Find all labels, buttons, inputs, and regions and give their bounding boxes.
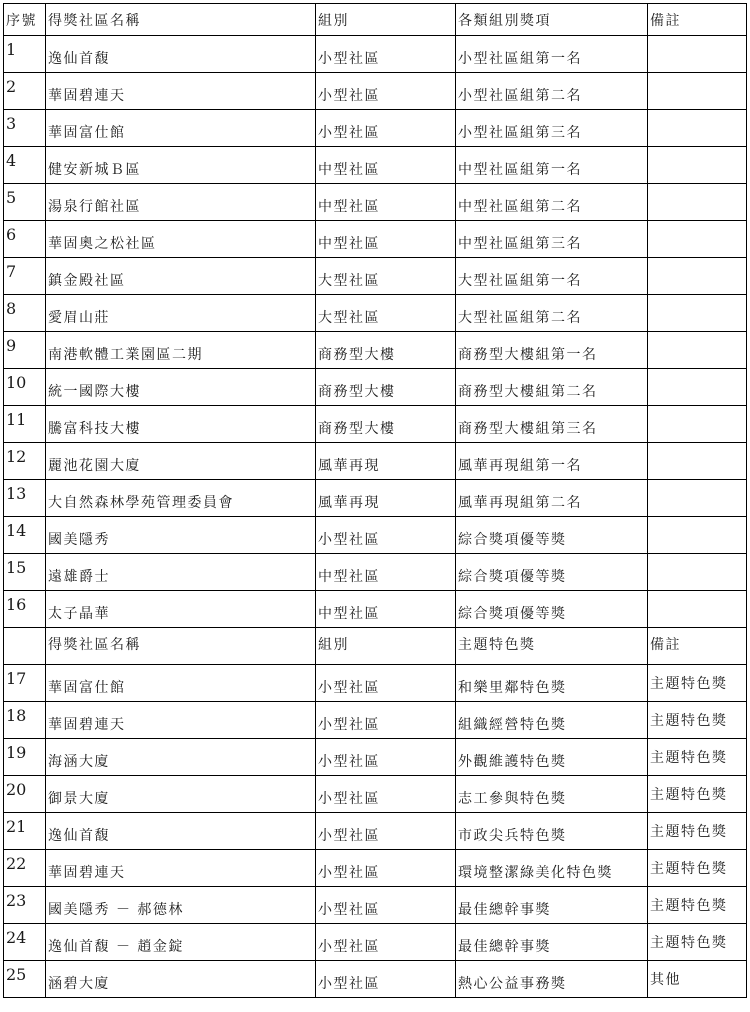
row-group	[316, 221, 456, 258]
row-award-text: 小型社區組第二名	[458, 88, 582, 104]
header-name: 得獎社區名稱	[46, 4, 316, 36]
row-group-text: 中型社區	[318, 569, 380, 585]
row-seq-text: 4	[6, 151, 17, 170]
table-row	[4, 961, 747, 998]
row-note	[648, 887, 747, 924]
row-note	[648, 813, 747, 850]
row-award-text: 小型社區組第三名	[458, 125, 582, 141]
row-note-text	[650, 221, 744, 229]
row-seq-text: 25	[6, 965, 27, 984]
row-note	[648, 591, 747, 628]
row-note	[648, 221, 747, 258]
subheader-seq-text	[6, 628, 43, 634]
row-seq	[4, 776, 46, 813]
row-name	[46, 443, 316, 480]
row-note-text: 主題特色獎	[650, 935, 728, 951]
row-note	[648, 332, 747, 369]
row-award	[456, 184, 648, 221]
row-group-text: 小型社區	[318, 754, 380, 770]
table-row	[4, 480, 747, 517]
row-group	[316, 591, 456, 628]
subheader-group	[316, 628, 456, 665]
row-name-text: 海涵大廈	[48, 754, 110, 770]
row-name-text: 騰富科技大樓	[48, 421, 141, 437]
row-note-text: 主題特色獎	[650, 787, 728, 803]
row-group-text: 商務型大樓	[318, 347, 396, 363]
row-seq-text: 14	[6, 521, 27, 540]
row-award-text: 商務型大樓組第三名	[458, 421, 598, 437]
row-group	[316, 36, 456, 73]
row-name-text: 國美隱秀	[48, 532, 110, 548]
row-note	[648, 924, 747, 961]
row-seq-text: 1	[6, 40, 17, 59]
table-row	[4, 813, 747, 850]
awards-table	[3, 3, 747, 998]
subheader-note	[648, 628, 747, 665]
row-seq	[4, 887, 46, 924]
awards-table-body	[4, 4, 747, 998]
row-seq-text: 10	[6, 373, 27, 392]
row-award	[456, 924, 648, 961]
row-group	[316, 295, 456, 332]
row-seq-text: 2	[6, 77, 17, 96]
row-award-text: 綜合獎項優等獎	[458, 532, 567, 548]
row-note-text	[650, 554, 744, 562]
row-name-text: 逸仙首馥	[48, 828, 110, 844]
row-name-text: 鎮金殿社區	[48, 273, 126, 289]
header-note: 備註	[648, 4, 747, 36]
row-award-text: 綜合獎項優等獎	[458, 569, 567, 585]
row-name-text: 統一國際大樓	[48, 384, 141, 400]
row-note	[648, 665, 747, 702]
row-note-text: 主題特色獎	[650, 898, 728, 914]
row-group-text: 中型社區	[318, 162, 380, 178]
table-row	[4, 517, 747, 554]
row-note	[648, 369, 747, 406]
row-note	[648, 73, 747, 110]
row-award	[456, 110, 648, 147]
row-name	[46, 258, 316, 295]
table-row	[4, 739, 747, 776]
row-group-text: 小型社區	[318, 717, 380, 733]
row-award	[456, 739, 648, 776]
row-award	[456, 147, 648, 184]
row-name	[46, 665, 316, 702]
row-award-text: 志工參與特色獎	[458, 791, 567, 807]
row-note	[648, 443, 747, 480]
row-seq	[4, 369, 46, 406]
row-seq-text: 9	[6, 336, 17, 355]
table-row	[4, 184, 747, 221]
row-note	[648, 850, 747, 887]
row-note-text: 主題特色獎	[650, 713, 728, 729]
subheader-award	[456, 628, 648, 665]
row-group	[316, 443, 456, 480]
row-group	[316, 258, 456, 295]
row-note-text	[650, 480, 744, 488]
row-award	[456, 73, 648, 110]
row-seq-text: 5	[6, 188, 17, 207]
row-group-text: 小型社區	[318, 828, 380, 844]
row-note-text: 主題特色獎	[650, 750, 728, 766]
row-group-text: 中型社區	[318, 606, 380, 622]
row-group-text: 中型社區	[318, 199, 380, 215]
row-note	[648, 517, 747, 554]
row-name	[46, 147, 316, 184]
row-group	[316, 961, 456, 998]
row-name	[46, 36, 316, 73]
table-row	[4, 443, 747, 480]
row-award-text: 中型社區組第一名	[458, 162, 582, 178]
row-seq	[4, 961, 46, 998]
row-note	[648, 702, 747, 739]
row-name	[46, 517, 316, 554]
row-award	[456, 776, 648, 813]
row-seq-text: 8	[6, 299, 17, 318]
row-note	[648, 554, 747, 591]
row-award	[456, 221, 648, 258]
row-seq	[4, 665, 46, 702]
row-award	[456, 887, 648, 924]
row-award-text: 組織經營特色獎	[458, 717, 567, 733]
row-seq	[4, 184, 46, 221]
row-seq	[4, 850, 46, 887]
row-note-text	[650, 591, 744, 599]
row-award	[456, 258, 648, 295]
table-row	[4, 295, 747, 332]
row-group	[316, 73, 456, 110]
row-note-text: 其他	[650, 972, 681, 988]
row-seq	[4, 702, 46, 739]
row-note-text: 主題特色獎	[650, 824, 728, 840]
row-group-text: 小型社區	[318, 532, 380, 548]
row-award	[456, 295, 648, 332]
row-award	[456, 332, 648, 369]
row-note	[648, 147, 747, 184]
row-name-text: 華固奧之松社區	[48, 236, 157, 252]
row-group-text: 小型社區	[318, 680, 380, 696]
row-award-text: 熱心公益事務獎	[458, 976, 567, 992]
row-note-text	[650, 369, 744, 377]
row-group	[316, 332, 456, 369]
row-name	[46, 776, 316, 813]
row-name-text: 太子晶華	[48, 606, 110, 622]
subheader-award-text: 主題特色獎	[458, 637, 536, 653]
row-name-text: 涵碧大廈	[48, 976, 110, 992]
row-group	[316, 517, 456, 554]
row-seq-text: 6	[6, 225, 17, 244]
row-name	[46, 332, 316, 369]
row-name	[46, 813, 316, 850]
row-seq-text: 7	[6, 262, 17, 281]
row-group-text: 風華再現	[318, 495, 380, 511]
row-seq	[4, 221, 46, 258]
row-award-text: 市政尖兵特色獎	[458, 828, 567, 844]
row-seq-text: 18	[6, 706, 27, 725]
row-seq	[4, 924, 46, 961]
table-row	[4, 406, 747, 443]
subheader-group-text: 組別	[318, 637, 349, 653]
row-seq-text: 13	[6, 484, 27, 503]
row-award-text: 大型社區組第二名	[458, 310, 582, 326]
row-name-text: 湯泉行館社區	[48, 199, 141, 215]
row-seq	[4, 443, 46, 480]
row-name	[46, 850, 316, 887]
row-seq-text: 22	[6, 854, 27, 873]
row-award-text: 商務型大樓組第一名	[458, 347, 598, 363]
row-name-text: 華固富仕館	[48, 125, 126, 141]
row-note	[648, 110, 747, 147]
row-seq-text: 3	[6, 114, 17, 133]
row-group-text: 小型社區	[318, 865, 380, 881]
table-row	[4, 924, 747, 961]
row-group	[316, 110, 456, 147]
row-group-text: 小型社區	[318, 88, 380, 104]
row-note-text	[650, 258, 744, 266]
row-award	[456, 554, 648, 591]
row-name	[46, 110, 316, 147]
row-seq	[4, 332, 46, 369]
row-award	[456, 443, 648, 480]
row-name-text: 華固碧連天	[48, 88, 126, 104]
row-note	[648, 739, 747, 776]
table-row	[4, 850, 747, 887]
row-note-text	[650, 443, 744, 451]
row-award	[456, 406, 648, 443]
row-seq-text: 12	[6, 447, 27, 466]
row-name	[46, 480, 316, 517]
row-seq	[4, 591, 46, 628]
row-group	[316, 406, 456, 443]
row-name	[46, 961, 316, 998]
row-award-text: 大型社區組第一名	[458, 273, 582, 289]
row-award-text: 商務型大樓組第二名	[458, 384, 598, 400]
row-award-text: 綜合獎項優等獎	[458, 606, 567, 622]
row-note-text	[650, 406, 744, 414]
row-seq-text: 21	[6, 817, 27, 836]
row-name-text: 南港軟體工業園區二期	[48, 347, 203, 363]
row-group	[316, 924, 456, 961]
row-name-text: 大自然森林學苑管理委員會	[48, 495, 234, 511]
row-name-text: 逸仙首馥	[48, 51, 110, 67]
row-name-text: 華固富仕館	[48, 680, 126, 696]
table-row	[4, 369, 747, 406]
row-award-text: 風華再現組第二名	[458, 495, 582, 511]
table-row	[4, 554, 747, 591]
row-name	[46, 295, 316, 332]
row-seq-text: 23	[6, 891, 27, 910]
row-name-text: 華固碧連天	[48, 865, 126, 881]
row-group	[316, 887, 456, 924]
row-award	[456, 850, 648, 887]
row-note	[648, 295, 747, 332]
row-award-text: 環境整潔綠美化特色獎	[458, 865, 613, 881]
row-name	[46, 702, 316, 739]
row-group-text: 商務型大樓	[318, 384, 396, 400]
row-seq-text: 11	[6, 410, 27, 429]
row-name	[46, 73, 316, 110]
row-group	[316, 147, 456, 184]
row-group-text: 小型社區	[318, 976, 380, 992]
row-award-text: 風華再現組第一名	[458, 458, 582, 474]
row-name-text: 健安新城Ｂ區	[48, 162, 141, 178]
row-name-text: 逸仙首馥 － 趙金錠	[48, 939, 184, 955]
subheader-name	[46, 628, 316, 665]
row-seq	[4, 73, 46, 110]
row-group-text: 大型社區	[318, 310, 380, 326]
row-group	[316, 665, 456, 702]
row-group-text: 大型社區	[318, 273, 380, 289]
row-note-text	[650, 332, 744, 340]
row-group	[316, 776, 456, 813]
row-seq	[4, 295, 46, 332]
row-award-text: 外觀維護特色獎	[458, 754, 567, 770]
row-group	[316, 702, 456, 739]
table-row	[4, 702, 747, 739]
row-group	[316, 369, 456, 406]
row-group	[316, 813, 456, 850]
row-note-text: 主題特色獎	[650, 861, 728, 877]
row-name	[46, 554, 316, 591]
row-seq-text: 24	[6, 928, 27, 947]
table-row	[4, 73, 747, 110]
row-name-text: 麗池花園大廈	[48, 458, 141, 474]
row-award	[456, 813, 648, 850]
row-group-text: 小型社區	[318, 51, 380, 67]
row-name	[46, 406, 316, 443]
row-group	[316, 554, 456, 591]
table-row	[4, 776, 747, 813]
row-name-text: 華固碧連天	[48, 717, 126, 733]
row-name-text: 愛眉山莊	[48, 310, 110, 326]
row-note	[648, 961, 747, 998]
row-group-text: 小型社區	[318, 791, 380, 807]
row-seq	[4, 480, 46, 517]
row-name	[46, 924, 316, 961]
row-name	[46, 221, 316, 258]
row-award	[456, 665, 648, 702]
subheader-name-text: 得獎社區名稱	[48, 637, 141, 653]
row-award-text: 最佳總幹事獎	[458, 939, 551, 955]
row-note-text	[650, 147, 744, 155]
header-group: 組別	[316, 4, 456, 36]
row-award-text: 中型社區組第三名	[458, 236, 582, 252]
header-row	[4, 4, 747, 36]
table-row	[4, 221, 747, 258]
row-award	[456, 369, 648, 406]
row-seq	[4, 406, 46, 443]
table-row	[4, 591, 747, 628]
row-group	[316, 184, 456, 221]
row-award	[456, 480, 648, 517]
row-award	[456, 36, 648, 73]
row-note	[648, 258, 747, 295]
row-award	[456, 517, 648, 554]
row-award-text: 和樂里鄰特色獎	[458, 680, 567, 696]
row-group-text: 小型社區	[318, 125, 380, 141]
table-row	[4, 36, 747, 73]
row-name	[46, 887, 316, 924]
row-note-text	[650, 36, 744, 44]
row-name	[46, 591, 316, 628]
header-seq: 序號	[4, 4, 46, 36]
row-note	[648, 184, 747, 221]
row-note-text	[650, 517, 744, 525]
row-group	[316, 480, 456, 517]
row-seq-text: 15	[6, 558, 27, 577]
row-award-text: 最佳總幹事獎	[458, 902, 551, 918]
row-note	[648, 776, 747, 813]
row-name-text: 遠雄爵士	[48, 569, 110, 585]
row-name	[46, 184, 316, 221]
row-award-text: 小型社區組第一名	[458, 51, 582, 67]
header-award: 各類組別獎項	[456, 4, 648, 36]
row-group-text: 風華再現	[318, 458, 380, 474]
row-seq	[4, 554, 46, 591]
row-name-text: 御景大廈	[48, 791, 110, 807]
row-seq-text: 19	[6, 743, 27, 762]
subheader-row	[4, 628, 747, 665]
table-row	[4, 258, 747, 295]
subheader-seq	[4, 628, 46, 665]
table-row	[4, 110, 747, 147]
row-group-text: 小型社區	[318, 939, 380, 955]
row-note-text: 主題特色獎	[650, 676, 728, 692]
row-note-text	[650, 73, 744, 81]
row-seq	[4, 258, 46, 295]
row-award	[456, 702, 648, 739]
row-name	[46, 369, 316, 406]
row-seq	[4, 739, 46, 776]
subheader-note-text: 備註	[650, 637, 681, 653]
row-seq-text: 16	[6, 595, 27, 614]
row-note	[648, 36, 747, 73]
row-seq-text: 17	[6, 669, 27, 688]
row-seq-text: 20	[6, 780, 27, 799]
row-note	[648, 480, 747, 517]
row-seq	[4, 813, 46, 850]
row-group-text: 商務型大樓	[318, 421, 396, 437]
row-seq	[4, 36, 46, 73]
table-row	[4, 665, 747, 702]
row-note-text	[650, 110, 744, 118]
row-name	[46, 739, 316, 776]
table-row	[4, 147, 747, 184]
row-name-text: 國美隱秀 － 郝德林	[48, 902, 184, 918]
row-note-text	[650, 295, 744, 303]
row-award	[456, 961, 648, 998]
row-award	[456, 591, 648, 628]
row-group-text: 小型社區	[318, 902, 380, 918]
table-row	[4, 887, 747, 924]
row-award-text: 中型社區組第二名	[458, 199, 582, 215]
row-group-text: 中型社區	[318, 236, 380, 252]
table-row	[4, 332, 747, 369]
row-group	[316, 850, 456, 887]
row-seq	[4, 147, 46, 184]
row-note	[648, 406, 747, 443]
row-seq	[4, 110, 46, 147]
row-note-text	[650, 184, 744, 192]
row-seq	[4, 517, 46, 554]
row-group	[316, 739, 456, 776]
